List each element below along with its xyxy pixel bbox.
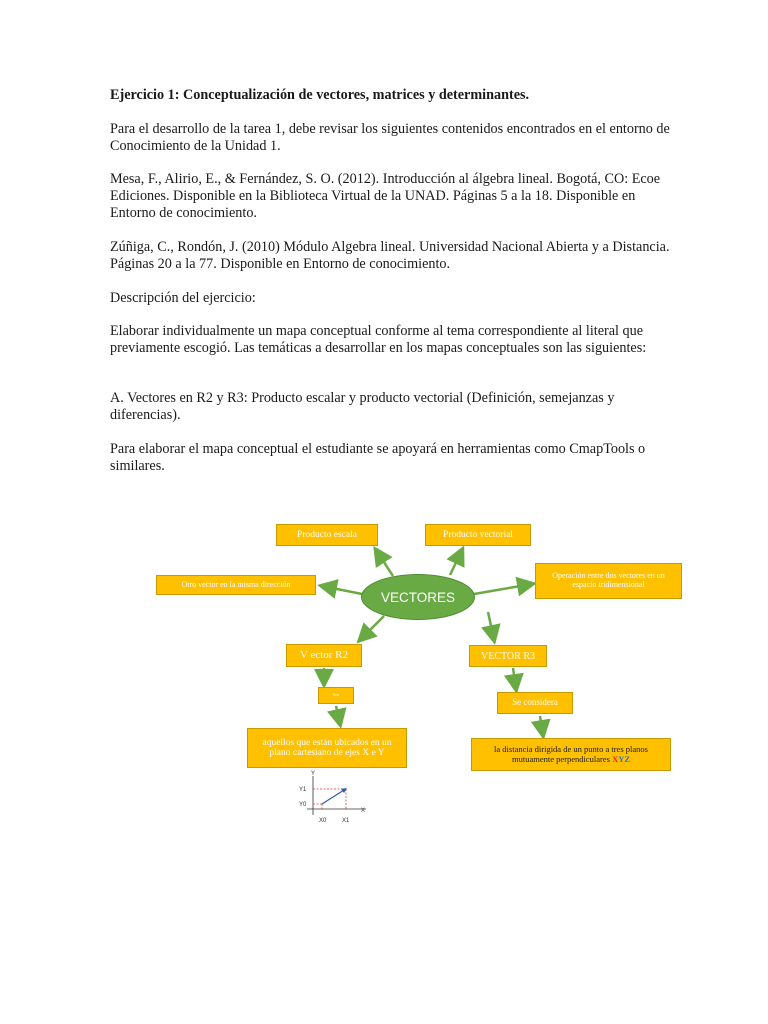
arrow-se-considera-to-desc	[540, 716, 543, 735]
exercise-heading: Ejercicio 1: Conceptualización de vectores, matrices y determinantes.	[110, 87, 530, 103]
plot-label-x0: X0	[319, 818, 327, 824]
plot-label-x-axis: X	[361, 808, 366, 814]
reference-zuniga: Zúñiga, C., Rondón, J. (2010) Módulo Algebra lineal. Universidad Nacional Abierta y a Distancia. Páginas 20 a la 77. Disponible en Entorno de conocimiento.	[110, 239, 670, 272]
plot-label-y1: Y1	[299, 787, 307, 793]
arrow-to-producto-vectorial	[450, 550, 462, 575]
arrow-to-vector-r3	[488, 612, 494, 640]
tools-paragraph: Para elaborar el mapa conceptual el estudiante se apoyará en herramientas como CmapTools o similares.	[110, 441, 646, 474]
arrow-r3-to-se-considera	[513, 668, 516, 689]
r3-description-label: la distancia dirigida de un punto a tres planos mutuamente perpendiculares	[494, 744, 648, 764]
r3-description-text	[482, 745, 660, 764]
arrow-to-producto-escalar	[376, 550, 393, 576]
son-box: Son	[318, 687, 354, 704]
reference-mesa: Mesa, F., Alirio, E., & Fernández, S. O. (2012). Introducción al álgebra lineal. Bogotá, CO: Ecoe Ediciones. Disponible en la Biblioteca Virtual de la UNAD. Páginas 5 a la 18. Disponible en Entorno de conocimiento.	[110, 171, 661, 221]
r3-z-label: Z	[624, 753, 631, 764]
otro-vector-box: Otro vector en la misma dirección	[156, 575, 316, 595]
r3-y-label: Y	[618, 753, 625, 764]
r3-x-label: X	[612, 753, 619, 764]
vector-r3-box: VECTOR R3	[469, 645, 547, 667]
topic-a: A. Vectores en R2 y R3: Producto escalar y producto vectorial (Definición, semejanzas y diferencias).	[110, 390, 615, 423]
plot-label-x1: X1	[342, 818, 350, 824]
se-considera-box: Se considera	[497, 692, 573, 714]
paragraph-intro: Para el desarrollo de la tarea 1, debe revisar los siguientes contenidos encontrados en el entorno de Conocimiento de la Unidad 1.	[110, 121, 670, 154]
operacion-box: Operación entre dos vectores en un espacio tridimensional	[535, 563, 682, 599]
arrow-son-to-desc	[336, 706, 340, 724]
arrow-to-otro-vector	[322, 586, 362, 594]
plot-label-y0: Y0	[299, 802, 307, 808]
r3-description-box	[471, 738, 671, 771]
plot-label-y-axis: Y	[311, 771, 316, 777]
arrow-to-operacion	[474, 584, 532, 594]
r2-description-box: aquellos que están ubicados en un plano cartesiano de ejes X e Y	[247, 728, 407, 768]
vectores-center-node: VECTORES	[361, 574, 475, 620]
vector-r2-box: V ector R2	[286, 644, 362, 667]
exercise-instructions: Elaborar individualmente un mapa conceptual conforme al tema correspondiente al literal que previamente escogió. Las temáticas a desarrollar en los mapas conceptuales son las siguientes:	[110, 323, 647, 356]
exercise-description-label: Descripción del ejercicio:	[110, 290, 256, 306]
arrow-to-vector-r2	[360, 616, 384, 640]
producto-vectorial-box: Producto vectorial	[425, 524, 531, 546]
producto-escalar-box: Producto escala	[276, 524, 378, 546]
